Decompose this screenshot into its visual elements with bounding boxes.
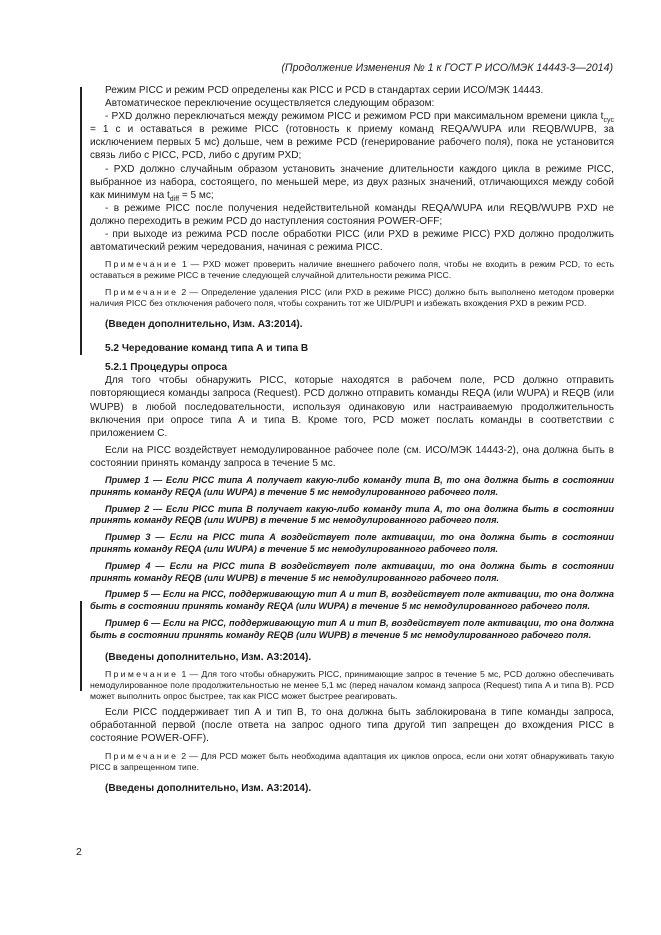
- section-heading: 5.2 Чередование команд типа А и типа В: [105, 343, 309, 355]
- subscript: diff: [169, 195, 180, 203]
- amendment-mark: (Введен дополнительно, Изм. А3:2014).: [105, 319, 303, 331]
- note: [90, 669, 614, 703]
- example: Пример 3 — Если на PICC типа А воздействует поле активации, то она должна быть в состоянии принять команду REQA (или WUPA) в течение 5 мс немодулированного рабочего поля.: [90, 532, 614, 554]
- note: [90, 751, 614, 773]
- paragraph: Режим PICC и режим PCD определены как PICC и PCD в стандартах серии ИСО/МЭК 14443.: [105, 85, 544, 96]
- page-header: (Продолжение Изменения № 1 к ГОСТ Р ИСО/МЭК 14443-3—2014): [281, 62, 613, 74]
- note-text: 2 — Для PCD может быть необходима адаптация их циклов опроса, если они хотят обнаруживать такую PICC в запрещенном типе.: [90, 750, 614, 772]
- note-label: Примечание: [105, 259, 179, 270]
- subsection-heading: 5.2.1 Процедуры опроса: [105, 362, 228, 374]
- example: Пример 5 — Если на PICC, поддерживающую тип А и тип В, воздействует поле активации, то она должна быть в состоянии принять команду REQA (или WUPA) в течение 5 мс немодулированного рабочего поля.: [90, 589, 614, 612]
- note-text: 1 — PXD может проверить наличие внешнего рабочего поля, чтобы не входить в режим PCD, то есть оставаться в режиме PICC в течение следующей случайной длительности режима PICC.: [90, 259, 614, 281]
- change-bar: [80, 87, 82, 355]
- note-text: 1 — Для того чтобы обнаружить PICC, принимающие запрос в течение 5 мс, PCD должно обеспечивать немодулированное поле продолжительностью не менее 5,1 мс (перед началом команд запроса (Request) типа А и типа В). PCD может выполнить опрос быстрее, так как PICC может быстрее реагировать.: [90, 668, 614, 702]
- note: [90, 287, 614, 309]
- text: = 5 мс;: [179, 189, 214, 201]
- paragraph: Если на PICC воздействует немодулированное рабочее поле (см. ИСО/МЭК 14443-2), она должна быть в состоянии принять команду запроса в течение 5 мс.: [90, 444, 614, 469]
- text: = 1 с и оставаться в режиме PICC (готовность к приему команд REQA/WUPA или REQB/WUPB, за исключением первых 5 мс) дольше, чем в режиме PCD (генерирование рабочего поля), пока не установится связь либо с PICC, PCD, либо с другим PXD;: [90, 124, 614, 162]
- paragraph: Если PICC поддерживает тип А и тип В, то она должна быть заблокирована в типе команды запроса, обработанной первой (после ответа на запрос одного типа другой тип запрещен до вхождения PICC в состояние POWER-OFF).: [90, 707, 614, 745]
- note: [90, 259, 614, 281]
- subscript: cyc: [603, 117, 614, 125]
- example: Пример 4 — Если на PICC типа В воздействует поле активации, то она должна быть в состоянии принять команду REQB (или WUPB) в течение 5 мс немодулированного рабочего поля.: [90, 560, 614, 583]
- page-number: 2: [76, 846, 82, 858]
- text: - PXD должно случайным образом установить значение длительности каждого цикла в режиме PICC, выбранное из набора, состоящего, по меньшей мере, из двух разных значений, отличающихся между собой как минимум на t: [90, 163, 614, 201]
- note-label: Примечание: [105, 286, 179, 297]
- paragraph: - в режиме PICC после получения недействительной команды REQA/WUPA или REQB/WUPB PXD не должно переходить в режим PCD до наступления состояния POWER-OFF;: [90, 202, 614, 227]
- example: Пример 6 — Если на PICC, поддерживающую тип А и тип В, воздействует поле активации, то она должна быть в состоянии принять команду REQB (или WUPB) в течение 5 мс немодулированного рабочего поля.: [90, 617, 614, 640]
- change-bar: [80, 601, 82, 691]
- paragraph: - при выходе из режима PCD после обработки PICC (или PXD в режиме PICC) PXD должно продолжить автоматический режим чередования, начиная с режима PICC.: [90, 229, 614, 254]
- amendment-mark: (Введены дополнительно, Изм. А3:2014).: [105, 782, 312, 794]
- note-text: 2 — Определение удаления PICC (или PXD в режиме PICC) должно быть выполнено методом проверки наличия PICC без отключения рабочего поля, чтобы сохранить тот же UID/PUPI и избежать вхождения PXD в режим PCD.: [90, 286, 614, 308]
- paragraph: Автоматическое переключение осуществляется следующим образом:: [105, 98, 435, 110]
- paragraph: [90, 163, 614, 202]
- example: Пример 2 — Если PICC типа В получает какую-либо команду типа А, то она должна быть в состоянии принять команду REQB (или WUPB) в течение 5 мс немодулированного рабочего поля.: [90, 503, 614, 526]
- paragraph: Для того чтобы обнаружить PICC, которые находятся в рабочем поле, PCD должно отправить повторяющиеся команды запроса (Request). PCD должно отправить команды REQA (или WUPA) и REQB (или WUPB) в любой последовательности, используя одинаковую или настраиваемую продолжительность включения при опросе типа А и типа В. Кроме того, PCD может послать команды в соответствии с приложением С.: [90, 375, 614, 439]
- amendment-mark: (Введены дополнительно, Изм. А3:2014).: [105, 651, 312, 663]
- note-label: Примечание: [105, 668, 179, 679]
- note-label: Примечание: [105, 750, 179, 761]
- paragraph: [90, 110, 614, 162]
- example: Пример 1 — Если PICC типа А получает какую-либо команду типа В, то она должна быть в состоянии принять команду REQA (или WUPA) в течение 5 мс немодулированного рабочего поля.: [90, 474, 614, 497]
- text: - PXD должно переключаться между режимом PICC и режимом PCD при максимальном времени цикла t: [105, 111, 604, 123]
- page-body: [90, 84, 614, 795]
